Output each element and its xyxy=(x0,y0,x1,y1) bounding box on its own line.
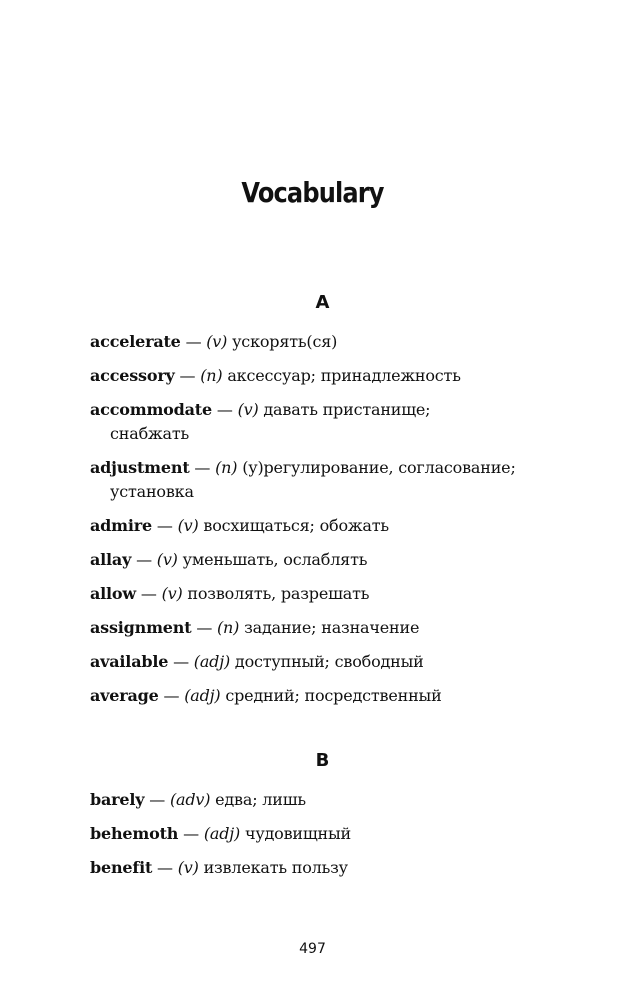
dash: — xyxy=(157,858,173,877)
part-of-speech: (n) xyxy=(217,618,240,637)
definition: едва; лишь xyxy=(215,790,306,809)
term: accelerate xyxy=(90,332,181,351)
part-of-speech: (v) xyxy=(161,584,183,603)
entry-available xyxy=(90,650,560,674)
entry-benefit xyxy=(90,856,560,880)
definition: задание; назначение xyxy=(244,618,420,637)
entry-allow xyxy=(90,582,560,606)
term: admire xyxy=(90,516,152,535)
term: allow xyxy=(90,584,136,603)
part-of-speech: (n) xyxy=(215,458,238,477)
definition: аксессуар; принадлежность xyxy=(227,366,461,385)
part-of-speech: (v) xyxy=(177,858,199,877)
dash: — xyxy=(163,686,180,705)
page-number: 497 xyxy=(299,941,326,957)
section-letter: A xyxy=(315,292,330,313)
definition: средний; посредственный xyxy=(225,686,442,705)
page-title: Vocabulary xyxy=(241,176,384,209)
part-of-speech: (n) xyxy=(200,366,223,385)
definition: доступный; свободный xyxy=(234,652,424,671)
entry-behemoth xyxy=(90,822,560,846)
definition-continuation: снабжать xyxy=(110,424,190,443)
term: assignment xyxy=(90,618,192,637)
dash: — xyxy=(136,550,152,569)
term: allay xyxy=(90,550,132,569)
entry-admire xyxy=(90,514,560,538)
dash: — xyxy=(185,332,202,351)
part-of-speech: (adv) xyxy=(169,790,211,809)
entry-accessory xyxy=(90,364,560,388)
definition: восхищаться; обожать xyxy=(203,516,389,535)
dash: — xyxy=(194,458,211,477)
part-of-speech: (adj) xyxy=(184,686,221,705)
term: average xyxy=(90,686,159,705)
definition: чудовищный xyxy=(244,824,352,843)
part-of-speech: (v) xyxy=(237,400,259,419)
part-of-speech: (v) xyxy=(156,550,178,569)
section-a xyxy=(90,290,560,718)
term: benefit xyxy=(90,858,153,877)
part-of-speech: (v) xyxy=(177,516,199,535)
dash: — xyxy=(173,652,189,671)
entry-barely xyxy=(90,788,560,812)
entry-adjustment xyxy=(90,456,560,504)
term: accessory xyxy=(90,366,175,385)
definition: ускорять(ся) xyxy=(232,332,338,351)
term: available xyxy=(90,652,169,671)
dash: — xyxy=(196,618,213,637)
dash: — xyxy=(216,400,233,419)
dash: — xyxy=(179,366,196,385)
part-of-speech: (adj) xyxy=(203,824,241,843)
entry-accelerate xyxy=(90,330,560,354)
term: accommodate xyxy=(90,400,212,419)
section-letter: B xyxy=(315,750,330,771)
entry-average xyxy=(90,684,560,708)
entry-assignment xyxy=(90,616,560,640)
dash: — xyxy=(183,824,199,843)
definition: извлекать пользу xyxy=(203,858,348,877)
definition-continuation: установка xyxy=(110,482,194,501)
term: adjustment xyxy=(90,458,190,477)
entry-accommodate xyxy=(90,398,560,446)
definition: уменьшать, ослаблять xyxy=(182,550,368,569)
part-of-speech: (adj) xyxy=(193,652,231,671)
section-b xyxy=(90,748,560,890)
dash: — xyxy=(156,516,173,535)
definition: позволять, разрешать xyxy=(187,584,370,603)
dash: — xyxy=(140,584,157,603)
entry-allay xyxy=(90,548,560,572)
definition: давать пристанище; xyxy=(263,400,431,419)
part-of-speech: (v) xyxy=(206,332,228,351)
definition: (у)регулирование, согласование; xyxy=(242,458,516,477)
dash: — xyxy=(149,790,166,809)
term: behemoth xyxy=(90,824,179,843)
term: barely xyxy=(90,790,145,809)
